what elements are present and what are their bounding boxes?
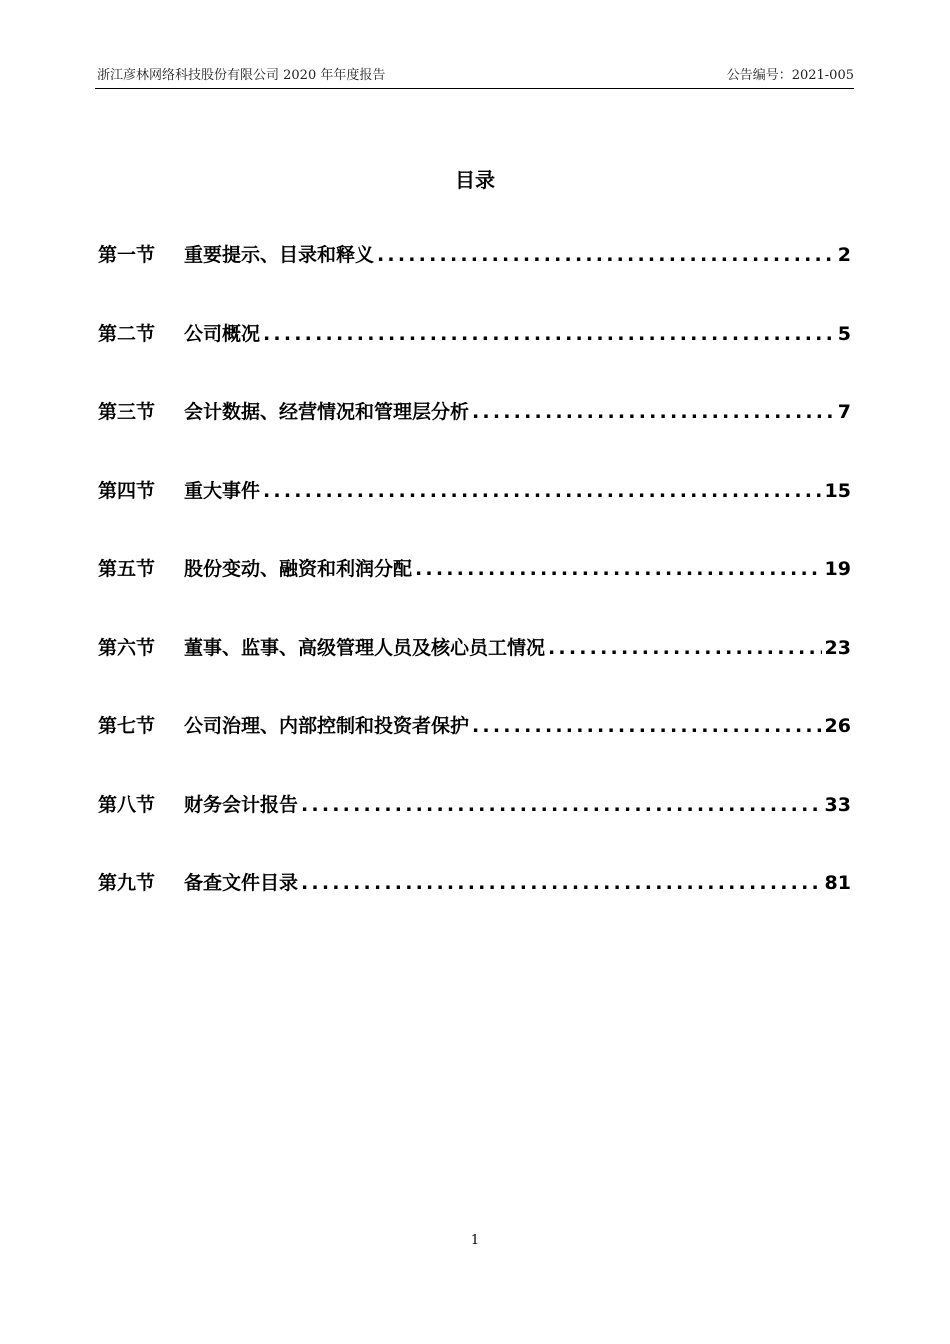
toc-entry-9[interactable]: [98, 868, 851, 947]
toc-entry-8[interactable]: [98, 790, 851, 869]
toc-entry-1[interactable]: [98, 240, 851, 319]
toc-section-number: 第三节: [98, 401, 156, 423]
toc-page-number: 81: [824, 872, 851, 894]
toc-dot-leader: [415, 558, 822, 580]
toc-section-title: 董事、监事、高级管理人员及核心员工情况: [184, 636, 546, 659]
page-header: [95, 66, 854, 89]
toc-section-title: 股份变动、融资和利润分配: [184, 558, 413, 580]
toc-entry-2[interactable]: [98, 319, 851, 398]
toc-dot-leader: [377, 244, 835, 266]
header-announcement-number: 公告编号：2021-005: [726, 68, 854, 83]
toc-page-number: 5: [837, 322, 851, 345]
toc-section-title: 公司概况: [184, 322, 261, 345]
toc-page-number: 23: [824, 636, 851, 659]
toc-section-number: 第五节: [98, 558, 156, 580]
toc-section-number: 第二节: [98, 322, 156, 345]
toc-dot-leader: [301, 872, 822, 894]
toc-title: 目录: [455, 168, 495, 192]
toc-section-number: 第八节: [98, 793, 156, 816]
header-company-report-title: 浙江彦林网络科技股份有限公司 2020 年年度报告: [97, 68, 386, 83]
toc-dot-leader: [263, 480, 822, 502]
toc-entry-7[interactable]: [98, 711, 851, 790]
toc-dot-leader: [263, 323, 835, 345]
toc-section-number: 第四节: [98, 479, 156, 502]
toc-list: [98, 240, 851, 947]
toc-page-number: 2: [837, 244, 851, 266]
toc-entry-5[interactable]: [98, 554, 851, 633]
toc-dot-leader: [472, 715, 822, 737]
toc-section-number: 第一节: [98, 244, 156, 266]
toc-entry-3[interactable]: [98, 397, 851, 476]
toc-section-title: 公司治理、内部控制和投资者保护: [184, 715, 470, 737]
toc-dot-leader: [301, 794, 822, 816]
toc-entry-4[interactable]: [98, 476, 851, 555]
toc-page-number: 7: [837, 401, 851, 423]
toc-dot-leader: [472, 401, 835, 423]
toc-section-number: 第七节: [98, 715, 156, 737]
toc-section-title: 重要提示、目录和释义: [184, 244, 375, 266]
toc-page-number: 33: [824, 793, 851, 816]
toc-section-title: 财务会计报告: [184, 793, 299, 816]
toc-section-number: 第六节: [98, 636, 156, 659]
toc-page-number: 19: [824, 558, 851, 580]
toc-section-title: 备查文件目录: [184, 872, 299, 894]
page-footer-number: 1: [470, 1233, 480, 1248]
toc-section-number: 第九节: [98, 872, 156, 894]
toc-page-number: 15: [824, 479, 851, 502]
toc-section-title: 重大事件: [184, 479, 261, 502]
toc-page-number: 26: [824, 715, 851, 737]
toc-entry-6[interactable]: [98, 633, 851, 712]
toc-section-title: 会计数据、经营情况和管理层分析: [184, 401, 470, 423]
toc-dot-leader: [548, 637, 822, 659]
